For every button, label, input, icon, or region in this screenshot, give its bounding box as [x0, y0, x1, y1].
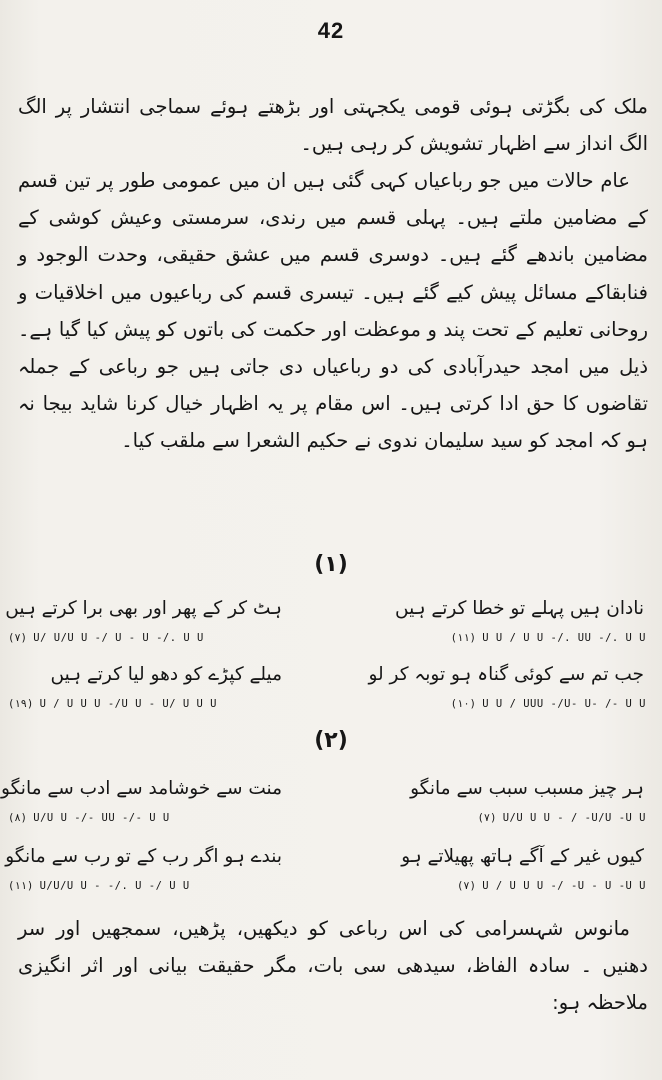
- hemistich-first: کیوں غیر کے آگے ہاتھ پھیلاتے ہو: [401, 846, 644, 867]
- rubai-2-verse-1: [1, 778, 652, 804]
- scansion-second: (۸) U/U U -/- UU -/- U U: [8, 812, 170, 824]
- hemistich-first: جب تم سے کوئی گناہ ہو توبہ کر لو: [368, 664, 644, 685]
- hemistich-second: میلے کپڑے کو دھو لیا کرتے ہیں: [50, 664, 282, 685]
- paragraph-text: عام حالات میں جو رباعیاں کہی گئی ہیں ان میں عمومی طور پر تین قسم کے مضامین ملتے ہیں۔ پہلی قسم میں رندی، سرمستی وعیش کوشی کے مضامین باندھے گئے ہیں۔ دوسری قسم میں عشق حقیقی، وحدت الوجود و فنابقاکے مسائل پیش کیے گئے ہیں۔ تیسری قسم کی رباعیوں میں اخلاقیات و روحانی تعلیم کے تحت پند و موعظت اور حکمت کی باتوں کو پیش کیا گیا ہے۔ ذیل میں امجد حیدرآبادی کی دو رباعیاں دی جاتی ہیں جو رباعی کے جملہ تقاضوں کا حق ادا کرتی ہیں۔ اس مقام پر یہ اظہار خیال کرنا شاید بیجا نہ ہو کہ امجد کو سید سلیمان ندوی نے حکیم الشعرا سے ملقب کیا۔: [18, 169, 648, 453]
- rubai-1-scansion-1: [8, 632, 654, 648]
- hemistich-second: بندے ہو اگر رب کے تو رب سے مانگو: [5, 846, 282, 867]
- scansion-first: (۷) U / U U U -/ -U - U -U U: [456, 880, 646, 892]
- rubai-1-verse-2: [10, 664, 652, 690]
- hemistich-first: ہر چیز مسبب سبب سے مانگو: [410, 778, 644, 799]
- rubai-1-verse-1: [5, 598, 652, 624]
- scansion-first: (۱۱) U U / U U -/. UU -/. U U: [450, 632, 646, 644]
- rubai-2-marker: (۲): [314, 728, 348, 753]
- paragraph-text: ملک کی بگڑتی ہوئی قومی یکجہتی اور بڑھتے ہوئے سماجی انتشار پر الگ الگ انداز سے اظہار تشویش کر رہی ہیں۔: [18, 95, 648, 156]
- scansion-second: (۱۱) U/U/U U - -/. U -/ U U: [8, 880, 190, 892]
- rubai-1-scansion-2: [8, 698, 654, 714]
- hemistich-first: نادان ہیں پہلے تو خطا کرتے ہیں: [395, 598, 644, 619]
- scansion-first: (۱۰) U U / UUU -/U- U- /- U U: [450, 698, 646, 710]
- rubai-2-verse-2: [5, 846, 652, 872]
- rubai-1-marker: (۱): [314, 552, 348, 577]
- rubai-2-scansion-2: [8, 880, 654, 896]
- scansion-first: (۷) U/U U U - / -U/U -U U: [477, 812, 646, 824]
- paragraph-text: مانوس شہسرامی کی اس رباعی کو دیکھیں، پڑھیں، سمجھیں اور سر دھنیں ۔ سادہ الفاظ، سیدھی سی بات، مگر حقیقت بیانی اور اثر انگیزی ملاحظہ ہو:: [18, 917, 648, 1015]
- paragraph-intro-continuation: [18, 88, 648, 162]
- paragraph-manoos-intro: [18, 910, 648, 1022]
- page-number: 42: [317, 18, 345, 43]
- hemistich-second: ہٹ کر کے پھر اور بھی برا کرتے ہیں: [5, 598, 282, 619]
- paragraph-rubai-themes: [18, 162, 648, 460]
- hemistich-second: منت سے خوشامد سے ادب سے مانگو: [1, 778, 282, 799]
- scansion-second: (۱۹) U / U U U -/U U - U/ U U U: [8, 698, 217, 710]
- scansion-second: (۷) U/ U/U U -/ U - U -/. U U: [8, 632, 204, 644]
- rubai-2-scansion-1: [8, 812, 654, 828]
